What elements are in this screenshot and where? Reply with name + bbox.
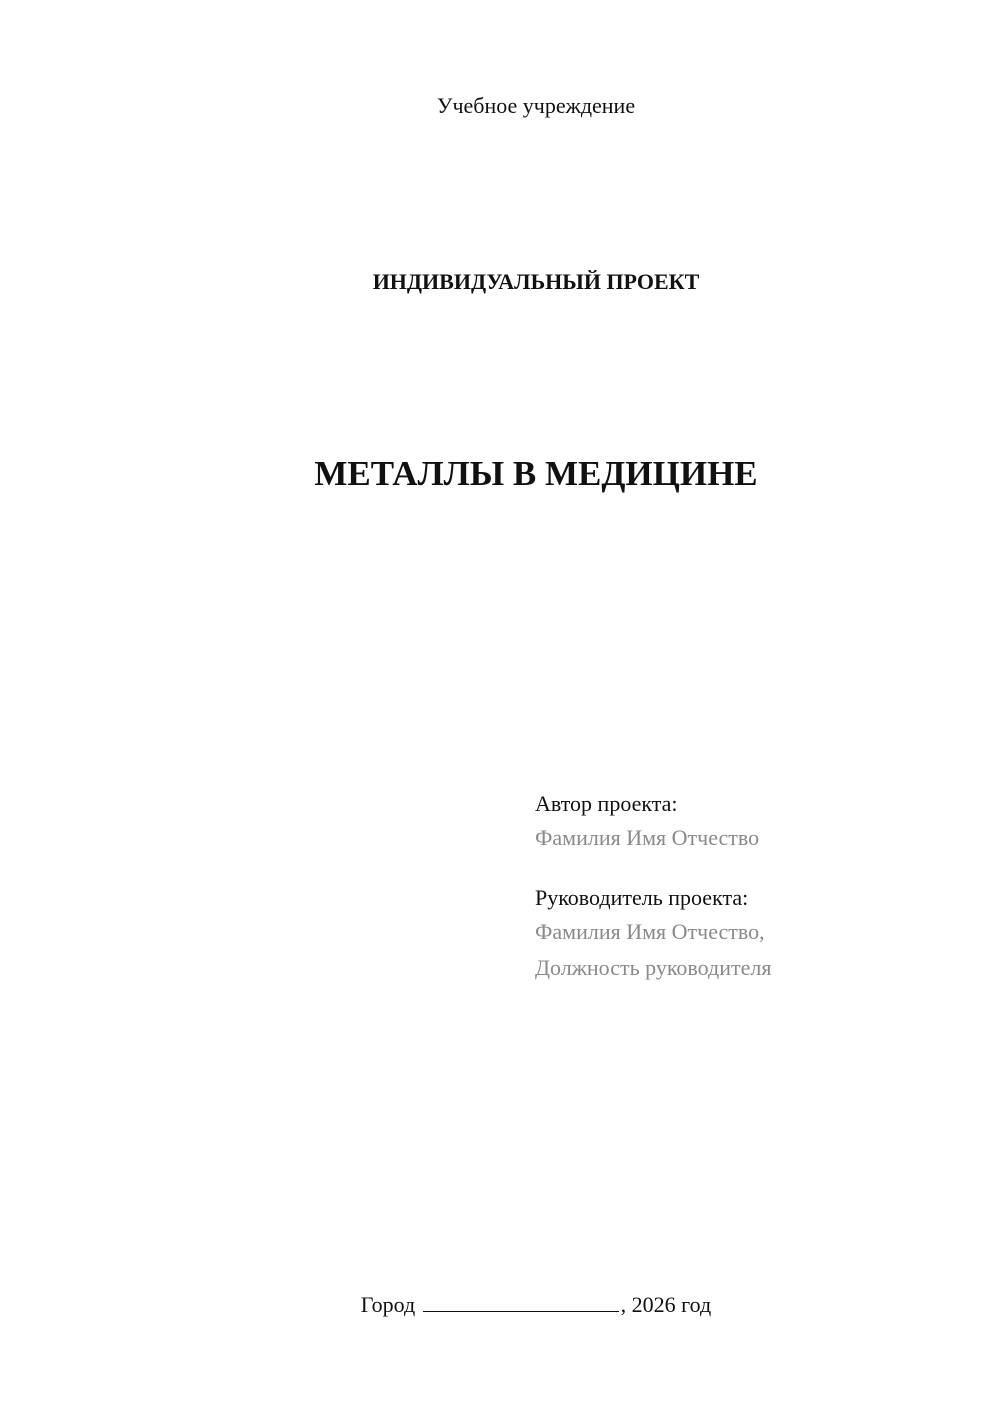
project-info-block [535,788,975,986]
project-title: МЕТАЛЛЫ В МЕДИЦИНЕ [314,454,758,493]
author-label: Автор проекта: [535,791,678,816]
institution-name: Учебное учреждение [436,93,636,118]
city-label: Город [360,1292,416,1317]
supervisor-position: Должность руководителя [535,955,772,980]
author-name: Фамилия Имя Отчество [535,825,760,850]
document-type: ИНДИВИДУАЛЬНЫЙ ПРОЕКТ [372,269,700,294]
city-blank-underline [423,1291,619,1312]
year-text: , 2026 год [620,1292,712,1317]
supervisor-name: Фамилия Имя Отчество, [535,919,765,944]
city-year-line [0,1290,1000,1320]
info-spacer [535,856,975,882]
supervisor-label: Руководитель проекта: [535,885,749,910]
